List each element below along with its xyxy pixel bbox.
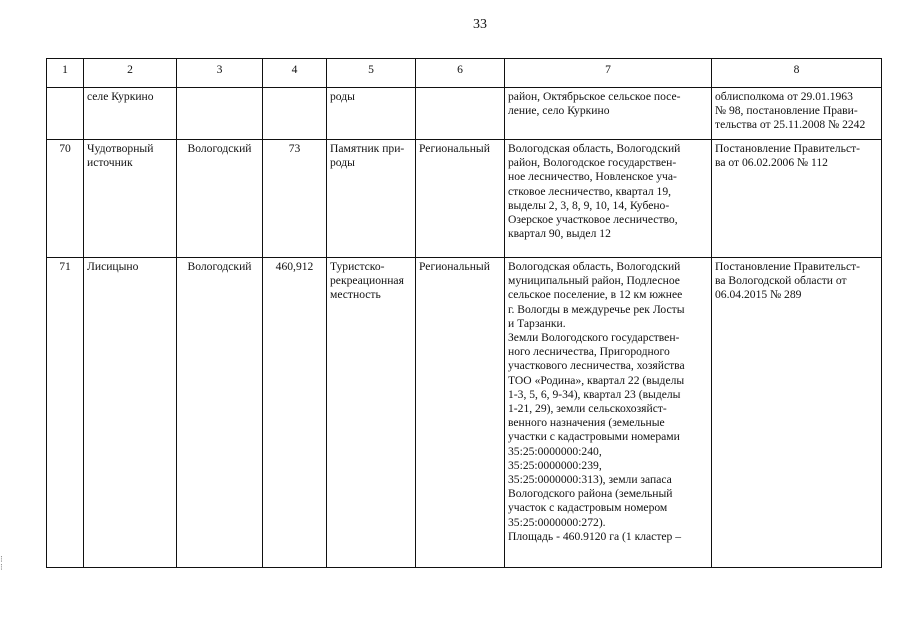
cell-line: Вологодская область, Вологодский xyxy=(508,260,681,273)
cell-district xyxy=(177,258,263,568)
cell-line: участки с кадастровыми номерами xyxy=(508,430,680,444)
cell-line: Вологодского района (земельный xyxy=(508,487,673,501)
cell-line: район, Октябрьское сельское посе- xyxy=(508,90,681,103)
cell-name xyxy=(84,258,177,568)
cell-line: ного лесничества, Пригородного xyxy=(508,345,670,359)
cell-type xyxy=(327,258,416,568)
cell-line: 1-3, 5, 6, 9-34), квартал 23 (выделы xyxy=(508,387,681,401)
cell-line: Озерское участковое лесничество, xyxy=(508,213,678,227)
cell-line: 35:25:0000000:239, xyxy=(508,458,602,472)
margin-mark: ⁝ ⁝ xyxy=(0,555,3,573)
cell-line: 06.04.2015 № 289 xyxy=(715,288,802,302)
cell-line: селе Куркино xyxy=(87,90,154,103)
cell-line: 35:25:0000000:313), земли запаса xyxy=(508,473,672,487)
cell-line: Вологодский xyxy=(187,260,252,273)
cell-location xyxy=(505,140,712,258)
cell-line: тельства от 25.11.2008 № 2242 xyxy=(715,118,866,132)
cell-location xyxy=(505,258,712,568)
cell-type xyxy=(327,140,416,258)
cell-area xyxy=(263,88,327,140)
column-header: 6 xyxy=(416,59,505,88)
cell-num xyxy=(47,88,84,140)
cell-district xyxy=(177,140,263,258)
cell-name xyxy=(84,140,177,258)
cell-significance: Региональный xyxy=(416,258,505,568)
cell-line: сельское поселение, в 12 км южнее xyxy=(508,288,683,302)
registry-table xyxy=(46,58,882,568)
cell-line: ное лесничество, Новленское уча- xyxy=(508,170,677,184)
cell-num: 70 xyxy=(47,140,84,258)
cell-line: г. Вологды в междуречье рек Лосты xyxy=(508,302,685,316)
cell-line: Чудотворный xyxy=(87,142,154,155)
cell-line: Туристско- xyxy=(330,260,385,273)
cell-line: и Тарзанки. xyxy=(508,316,566,330)
cell-line: Постановление Правительст- xyxy=(715,142,861,155)
cell-line: роды xyxy=(330,90,355,103)
cell-line: № 98, постановление Прави- xyxy=(715,104,858,118)
cell-line: стковое лесничество, квартал 19, xyxy=(508,184,672,198)
cell-document xyxy=(712,258,882,568)
cell-line: 35:25:0000000:240, xyxy=(508,444,602,458)
cell-line: Вологодская область, Вологодский xyxy=(508,142,681,155)
cell-line: 1-21, 29), земли сельскохозяйст- xyxy=(508,402,667,416)
cell-type xyxy=(327,88,416,140)
cell-line: участок с кадастровым номером xyxy=(508,501,668,515)
cell-num: 71 xyxy=(47,258,84,568)
cell-document xyxy=(712,140,882,258)
cell-line: Лисицыно xyxy=(87,260,139,273)
column-header: 3 xyxy=(177,59,263,88)
table-row xyxy=(47,140,882,258)
cell-line: ТОО «Родина», квартал 22 (выделы xyxy=(508,373,685,387)
cell-line: Памятник при- xyxy=(330,142,405,155)
cell-line: Постановление Правительст- xyxy=(715,260,861,273)
cell-line: источник xyxy=(87,156,133,170)
cell-line: рекреационная xyxy=(330,274,404,288)
column-header: 5 xyxy=(327,59,416,88)
cell-line: венного назначения (земельные xyxy=(508,416,665,430)
column-header: 8 xyxy=(712,59,882,88)
cell-line: выделы 2, 3, 8, 9, 10, 14, Кубено- xyxy=(508,198,670,212)
cell-line: Площадь - 460.9120 га (1 кластер – xyxy=(508,529,682,543)
cell-area: 73 xyxy=(263,140,327,258)
table-row xyxy=(47,258,882,568)
column-header: 7 xyxy=(505,59,712,88)
cell-line: Земли Вологодского государствен- xyxy=(508,331,680,345)
cell-line: ва Вологодской области от xyxy=(715,274,847,288)
cell-significance xyxy=(416,88,505,140)
cell-line: участкового лесничества, хозяйства xyxy=(508,359,685,373)
header-row xyxy=(47,59,882,88)
cell-line: ление, село Куркино xyxy=(508,104,610,118)
cell-significance: Региональный xyxy=(416,140,505,258)
column-header: 2 xyxy=(84,59,177,88)
column-header: 4 xyxy=(263,59,327,88)
cell-line: облисполкома от 29.01.1963 xyxy=(715,90,853,103)
cell-line: местность xyxy=(330,288,381,302)
cell-name xyxy=(84,88,177,140)
cell-district xyxy=(177,88,263,140)
column-header: 1 xyxy=(47,59,84,88)
cell-area: 460,912 xyxy=(263,258,327,568)
cell-line: район, Вологодское государствен- xyxy=(508,156,677,170)
cell-line: ва от 06.02.2006 № 112 xyxy=(715,156,828,170)
cell-line: квартал 90, выдел 12 xyxy=(508,227,611,241)
table-row xyxy=(47,88,882,140)
cell-line: 35:25:0000000:272). xyxy=(508,515,606,529)
page-number: 33 xyxy=(473,17,487,32)
cell-line: роды xyxy=(330,156,355,170)
cell-location xyxy=(505,88,712,140)
cell-line: Вологодский xyxy=(187,142,252,155)
cell-line: муниципальный район, Подлесное xyxy=(508,274,680,288)
cell-document xyxy=(712,88,882,140)
